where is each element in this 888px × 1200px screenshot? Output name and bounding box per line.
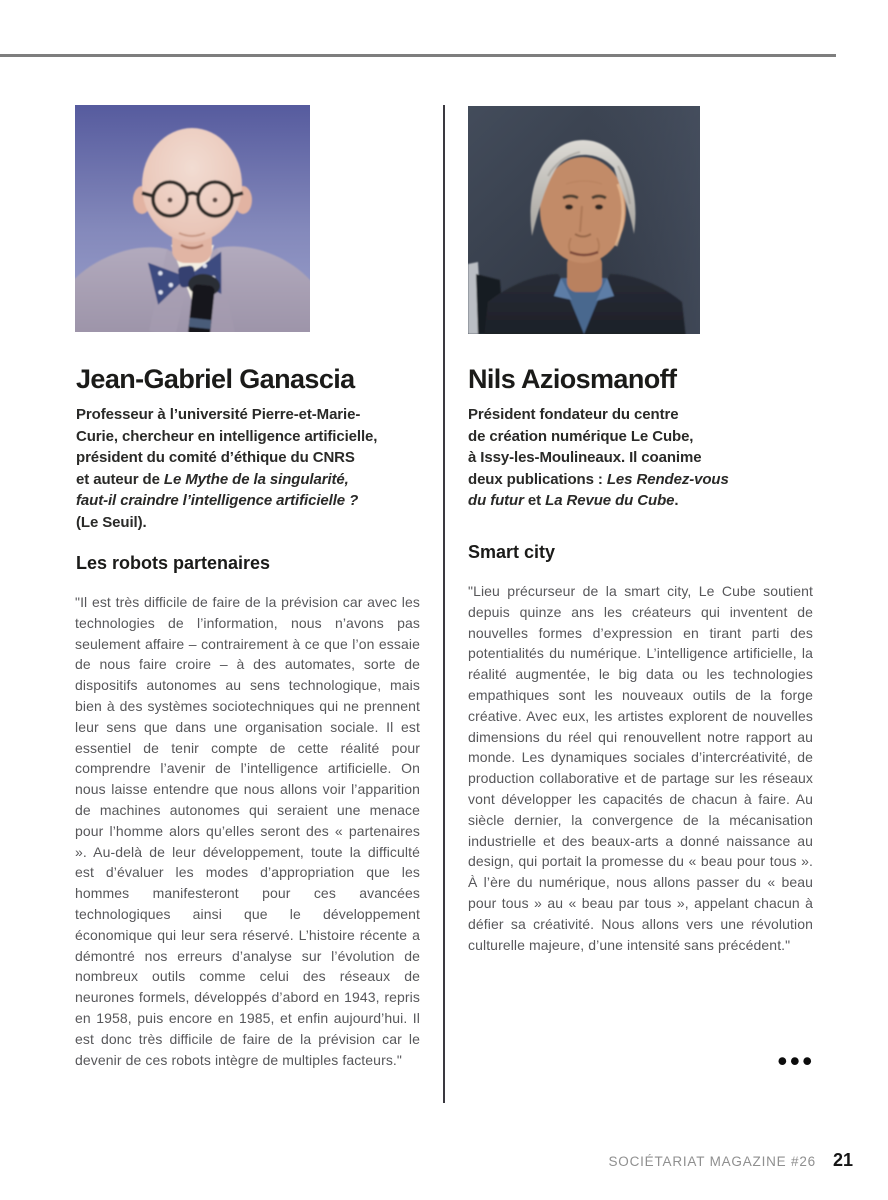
portrait-photo-right	[468, 106, 700, 334]
section-title-left: Les robots partenaires	[76, 553, 271, 573]
portrait-illustration-right	[468, 106, 700, 334]
quote-text-right: "Lieu précurseur de la smart city, Le Cube soutient depuis quinze ans les créateurs qui inventent de nouvelles formes d’expression en tirant parti des potentialités du numérique. L’intelligence artificielle, la réalité augmentée, le big data ou les technologies empathiques sont les nouveaux outils de la forge créative. Avec eux, les artistes explorent de nouvelles dimensions du réel qui renouvellent notre rapport au monde. Les dynamiques sociales d’intercréativité, de production collaborative et de partage sur les réseaux vont développer les capacités de chacun à faire. Au siècle dernier, la convergence de la mécanisation industrielle et des beaux-arts a donné naissance au design, qui portait la promesse du « beau pour tous ». À l’ère du numérique, nous allons passer du « beau pour tous » au « beau par tous », appelant chacun à défier sa créativité. Nous allons vers une révolution culturelle majeure, d’une intensité sans précédent."	[468, 583, 813, 953]
page-number: 21	[832, 1150, 853, 1170]
portrait-photo-left	[75, 105, 310, 332]
profile-name-right: Nils Aziosmanoff	[468, 364, 677, 394]
profile-bio-right: Président fondateur du centre de création numérique Le Cube, à Issy-les-Moulineaux. Il coanime deux publications : Les Rendez-vous du futur et La Revue du Cube.	[468, 406, 729, 510]
portrait-illustration-left	[75, 105, 310, 332]
magazine-title: SOCIÉTARIAT MAGAZINE #26	[608, 1154, 816, 1169]
more-dots-indicator: •••	[777, 1046, 815, 1076]
page-footer	[608, 1150, 853, 1171]
profile-name-left: Jean-Gabriel Ganascia	[76, 364, 355, 394]
top-rule	[0, 54, 836, 57]
section-title-right: Smart city	[468, 542, 556, 562]
quote-text-left: "Il est très difficile de faire de la prévision car avec les technologies de l’information, nous n’avons pas seulement affaire – contrairement à ce que l’on essaie de nous faire croire – à des automates, sorte de dispositifs autonomes au sens technologique, mais bien à des systèmes sociotechniques qui ne prennent leur sens que dans une organisation sociale. Il est essentiel de tenir compte de cette réalité pour comprendre l’avenir de l’intelligence artificielle. On nous laisse entendre que nous allons voir l’apparition de machines autonomes qui seraient une menace pour l’homme alors qu’elles seront des « partenaires ». Au-delà de leur développement, toute la difficulté est d’évaluer les modes d’appropriation que les hommes manifesteront pour ces avancées technologiques ainsi que le développement économique qui leur sera réservé. L’histoire récente a démontré nos erreurs d’analyse sur l’évolution de nombreux outils comme celui des réseaux de neurones formels, développés d’abord en 1943, repris en 1958, puis encore en 1985, et enfin aujourd’hui. Il est donc très difficile de faire de la prévision car le devenir de ces robots intègre de multiples facteurs."	[75, 594, 420, 1068]
column-divider	[443, 105, 445, 1103]
profile-bio-left: Professeur à l’université Pierre-et-Marie- Curie, chercheur en intelligence artificielle, président du comité d’éthique du CNRS et auteur de Le Mythe de la singularité, faut-il craindre l’intelligence artificielle ? (Le Seuil).	[76, 406, 378, 531]
